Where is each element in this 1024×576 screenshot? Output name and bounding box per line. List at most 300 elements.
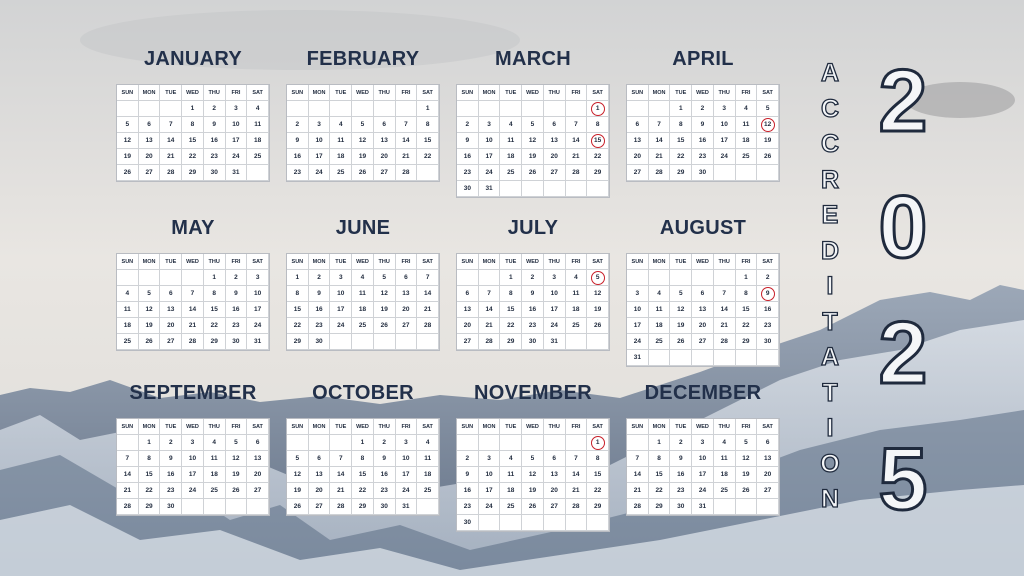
day-cell: 16 [457, 483, 479, 499]
day-cell: 2 [670, 435, 692, 451]
empty-cell [500, 515, 522, 531]
day-cell: 11 [566, 286, 588, 302]
day-cell: 3 [479, 117, 501, 133]
month-name: SEPTEMBER [129, 382, 257, 404]
day-cell: 4 [417, 435, 439, 451]
empty-cell [247, 165, 269, 181]
day-cell: 5 [374, 270, 396, 286]
empty-cell [544, 181, 566, 197]
empty-cell [396, 334, 418, 350]
day-cell: 24 [627, 334, 649, 350]
day-cell: 26 [736, 483, 758, 499]
weekday-header: SUN [117, 254, 139, 270]
day-cell: 23 [374, 483, 396, 499]
weekday-header: TUE [330, 419, 352, 435]
day-cell: 24 [309, 165, 331, 181]
day-cell: 6 [692, 286, 714, 302]
day-cell: 21 [479, 318, 501, 334]
day-cell: 1 [649, 435, 671, 451]
day-cell: 15 [352, 467, 374, 483]
weekday-header: FRI [396, 419, 418, 435]
weekday-header: WED [182, 85, 204, 101]
day-cell: 9 [204, 117, 226, 133]
day-cell: 1 [287, 270, 309, 286]
accreditation-letter: I [826, 272, 834, 300]
day-cell: 2 [204, 101, 226, 117]
day-cell: 5 [736, 435, 758, 451]
day-cell: 3 [247, 270, 269, 286]
day-cell: 17 [627, 318, 649, 334]
day-cell: 18 [649, 318, 671, 334]
weekday-header: FRI [226, 85, 248, 101]
day-cell: 29 [287, 334, 309, 350]
accreditation-vertical-text [812, 56, 848, 518]
weekday-header: TUE [330, 85, 352, 101]
day-cell: 17 [479, 149, 501, 165]
weekday-header: TUE [500, 254, 522, 270]
day-cell: 16 [309, 302, 331, 318]
day-cell: 7 [566, 117, 588, 133]
empty-cell [160, 101, 182, 117]
day-cell: 7 [627, 451, 649, 467]
day-cell: 28 [182, 334, 204, 350]
weekday-header: MON [309, 419, 331, 435]
day-cell: 15 [587, 467, 609, 483]
day-cell: 9 [226, 286, 248, 302]
day-cell: 9 [457, 133, 479, 149]
day-cell: 21 [417, 302, 439, 318]
day-cell: 2 [160, 435, 182, 451]
day-cell: 2 [287, 117, 309, 133]
day-cell: 9 [670, 451, 692, 467]
empty-cell [522, 515, 544, 531]
day-cell: 6 [160, 286, 182, 302]
weekday-header: MON [139, 419, 161, 435]
day-cell: 10 [714, 117, 736, 133]
month-calendar-table [116, 253, 270, 351]
day-cell: 20 [396, 302, 418, 318]
empty-cell [627, 101, 649, 117]
day-cell: 16 [374, 467, 396, 483]
empty-cell [417, 165, 439, 181]
empty-cell [736, 350, 758, 366]
day-cell: 4 [330, 117, 352, 133]
weekday-header: WED [352, 254, 374, 270]
day-cell: 2 [522, 270, 544, 286]
day-cell: 29 [649, 499, 671, 515]
day-cell: 28 [417, 318, 439, 334]
empty-cell [417, 334, 439, 350]
weekday-header: TUE [160, 254, 182, 270]
day-cell: 10 [692, 451, 714, 467]
day-cell: 5 [139, 286, 161, 302]
day-cell: 4 [247, 101, 269, 117]
day-cell: 14 [160, 133, 182, 149]
month-november [456, 378, 610, 526]
month-june [286, 213, 440, 345]
empty-cell [500, 435, 522, 451]
day-cell: 10 [330, 286, 352, 302]
day-cell: 22 [500, 318, 522, 334]
weekday-header: THU [204, 419, 226, 435]
weekday-header: MON [139, 254, 161, 270]
day-cell: 7 [714, 286, 736, 302]
day-cell: 12 [352, 133, 374, 149]
empty-cell [566, 435, 588, 451]
day-cell: 4 [117, 286, 139, 302]
day-cell: 29 [500, 334, 522, 350]
day-cell: 17 [330, 302, 352, 318]
day-cell: 18 [566, 302, 588, 318]
weekday-header: SUN [627, 419, 649, 435]
day-cell: 27 [160, 334, 182, 350]
day-cell: 2 [457, 117, 479, 133]
day-cell: 13 [457, 302, 479, 318]
day-cell: 26 [670, 334, 692, 350]
day-cell: 20 [309, 483, 331, 499]
weekday-header: SAT [587, 254, 609, 270]
empty-cell [692, 350, 714, 366]
day-cell: 13 [544, 133, 566, 149]
weekday-header: TUE [670, 85, 692, 101]
day-cell: 18 [204, 467, 226, 483]
day-cell: 11 [649, 302, 671, 318]
day-cell: 12 [522, 467, 544, 483]
day-cell: 11 [330, 133, 352, 149]
day-cell: 14 [182, 302, 204, 318]
day-cell: 23 [757, 318, 779, 334]
day-cell: 6 [627, 117, 649, 133]
weekday-header: MON [649, 85, 671, 101]
empty-cell [566, 181, 588, 197]
day-cell: 10 [396, 451, 418, 467]
day-cell: 18 [352, 302, 374, 318]
day-cell: 27 [309, 499, 331, 515]
day-cell: 10 [309, 133, 331, 149]
month-name: DECEMBER [644, 382, 762, 404]
day-cell: 28 [117, 499, 139, 515]
year-digit: 2 [878, 303, 928, 402]
day-cell: 23 [692, 149, 714, 165]
day-cell: 7 [479, 286, 501, 302]
month-name: MARCH [495, 48, 571, 70]
day-cell: 4 [204, 435, 226, 451]
day-cell: 25 [566, 318, 588, 334]
empty-cell [204, 499, 226, 515]
day-cell: 24 [330, 318, 352, 334]
day-cell: 25 [117, 334, 139, 350]
weekday-header: FRI [396, 85, 418, 101]
day-cell: 12 [374, 286, 396, 302]
day-cell: 19 [736, 467, 758, 483]
month-name: MAY [171, 217, 215, 239]
day-cell: 29 [182, 165, 204, 181]
day-cell: 6 [396, 270, 418, 286]
empty-cell [330, 101, 352, 117]
day-cell: 27 [247, 483, 269, 499]
month-october [286, 378, 440, 510]
day-cell: 31 [479, 181, 501, 197]
day-cell: 24 [479, 165, 501, 181]
empty-cell [522, 101, 544, 117]
weekday-header: TUE [670, 254, 692, 270]
day-cell: 2 [692, 101, 714, 117]
day-cell: 27 [396, 318, 418, 334]
day-cell: 4 [352, 270, 374, 286]
day-cell: 17 [544, 302, 566, 318]
day-cell: 26 [287, 499, 309, 515]
day-cell: 11 [117, 302, 139, 318]
day-cell: 4 [649, 286, 671, 302]
weekday-header: THU [544, 419, 566, 435]
day-cell: 7 [566, 451, 588, 467]
day-cell: 5 [287, 451, 309, 467]
weekday-header: MON [479, 254, 501, 270]
day-cell: 7 [160, 117, 182, 133]
day-cell: 20 [247, 467, 269, 483]
month-calendar-table [626, 84, 780, 182]
day-cell: 23 [287, 165, 309, 181]
day-cell: 30 [670, 499, 692, 515]
day-cell: 21 [649, 149, 671, 165]
day-cell: 30 [457, 181, 479, 197]
day-cell: 2 [457, 451, 479, 467]
day-cell: 19 [522, 483, 544, 499]
year-digit: 0 [878, 177, 928, 276]
day-cell: 16 [204, 133, 226, 149]
day-cell: 30 [226, 334, 248, 350]
weekday-header: FRI [736, 254, 758, 270]
month-calendar-table [116, 84, 270, 182]
day-cell: 1 [500, 270, 522, 286]
day-cell: 15 [736, 302, 758, 318]
empty-cell [182, 499, 204, 515]
day-cell: 13 [374, 133, 396, 149]
day-cell: 23 [457, 499, 479, 515]
day-cell: 16 [692, 133, 714, 149]
day-cell: 11 [417, 451, 439, 467]
empty-cell [479, 270, 501, 286]
day-cell: 18 [714, 467, 736, 483]
day-cell: 19 [757, 133, 779, 149]
day-cell: 11 [247, 117, 269, 133]
day-cell: 25 [352, 318, 374, 334]
day-cell: 2 [309, 270, 331, 286]
day-cell: 25 [417, 483, 439, 499]
month-name: OCTOBER [312, 382, 414, 404]
weekday-header: THU [204, 85, 226, 101]
day-cell: 18 [330, 149, 352, 165]
day-cell: 4 [714, 435, 736, 451]
day-cell: 30 [309, 334, 331, 350]
empty-cell [287, 101, 309, 117]
day-cell: 8 [417, 117, 439, 133]
day-cell: 6 [309, 451, 331, 467]
weekday-header: FRI [566, 419, 588, 435]
weekday-header: SAT [417, 419, 439, 435]
month-calendar-table [286, 253, 440, 351]
day-cell: 21 [714, 318, 736, 334]
day-cell: 17 [692, 467, 714, 483]
weekday-header: SAT [247, 419, 269, 435]
day-cell: 3 [182, 435, 204, 451]
empty-cell [670, 270, 692, 286]
weekday-header: THU [374, 254, 396, 270]
weekday-header: SAT [757, 254, 779, 270]
day-cell: 11 [736, 117, 758, 133]
empty-cell [544, 101, 566, 117]
day-cell: 22 [417, 149, 439, 165]
day-cell: 14 [330, 467, 352, 483]
day-cell: 13 [160, 302, 182, 318]
day-cell: 22 [587, 149, 609, 165]
empty-cell [247, 499, 269, 515]
day-cell: 30 [160, 499, 182, 515]
day-cell: 1 [204, 270, 226, 286]
day-cell: 10 [479, 467, 501, 483]
day-cell: 10 [544, 286, 566, 302]
weekday-header: WED [692, 419, 714, 435]
day-cell: 26 [117, 165, 139, 181]
empty-cell [160, 270, 182, 286]
empty-cell [330, 435, 352, 451]
day-cell: 11 [352, 286, 374, 302]
empty-cell [374, 334, 396, 350]
weekday-header: THU [374, 419, 396, 435]
weekday-header: WED [352, 85, 374, 101]
empty-cell [457, 435, 479, 451]
accreditation-letter: E [821, 201, 839, 229]
day-cell: 19 [139, 318, 161, 334]
day-cell: 23 [522, 318, 544, 334]
weekday-header: SUN [457, 419, 479, 435]
weekday-header: FRI [736, 419, 758, 435]
day-cell: 27 [544, 165, 566, 181]
day-cell: 19 [117, 149, 139, 165]
day-cell: 20 [544, 483, 566, 499]
month-calendar-table [626, 253, 780, 367]
empty-cell [374, 101, 396, 117]
weekday-header: MON [309, 85, 331, 101]
weekday-header: MON [139, 85, 161, 101]
day-cell: 25 [500, 165, 522, 181]
weekday-header: SUN [287, 85, 309, 101]
day-cell: 23 [226, 318, 248, 334]
day-cell: 19 [226, 467, 248, 483]
day-cell: 7 [396, 117, 418, 133]
day-cell: 25 [204, 483, 226, 499]
weekday-header: SAT [587, 419, 609, 435]
day-cell: 22 [352, 483, 374, 499]
day-cell: 20 [544, 149, 566, 165]
month-name: FEBRUARY [306, 48, 420, 70]
day-cell: 8 [500, 286, 522, 302]
day-cell: 1 [417, 101, 439, 117]
day-cell: 29 [139, 499, 161, 515]
empty-cell [649, 270, 671, 286]
empty-cell [522, 181, 544, 197]
day-cell: 1 [182, 101, 204, 117]
month-january [116, 44, 270, 176]
month-name: NOVEMBER [474, 382, 592, 404]
day-cell: 28 [714, 334, 736, 350]
day-cell: 2 [757, 270, 779, 286]
weekday-header: TUE [670, 419, 692, 435]
year-digit: 2 [878, 51, 928, 150]
day-cell: 12 [670, 302, 692, 318]
empty-cell [587, 334, 609, 350]
day-cell: 26 [226, 483, 248, 499]
day-cell: 20 [139, 149, 161, 165]
month-calendar-table [626, 418, 780, 516]
weekday-header: THU [374, 85, 396, 101]
weekday-header: WED [522, 85, 544, 101]
month-august [626, 213, 780, 361]
day-cell: 18 [500, 149, 522, 165]
weekday-header: SUN [287, 254, 309, 270]
day-cell: 3 [226, 101, 248, 117]
day-cell: 13 [627, 133, 649, 149]
month-calendar-table [456, 84, 610, 198]
day-cell: 21 [117, 483, 139, 499]
accreditation-letter: O [820, 449, 840, 478]
empty-cell [692, 270, 714, 286]
weekday-header: MON [479, 419, 501, 435]
day-cell: 6 [544, 451, 566, 467]
day-cell: 15 [670, 133, 692, 149]
day-cell: 29 [587, 165, 609, 181]
day-cell: 28 [479, 334, 501, 350]
empty-cell [417, 499, 439, 515]
day-cell: 21 [396, 149, 418, 165]
day-cell: 21 [566, 483, 588, 499]
weekday-header: TUE [160, 419, 182, 435]
day-cell: 9 [692, 117, 714, 133]
day-cell: 12 [522, 133, 544, 149]
day-cell: 21 [627, 483, 649, 499]
day-cell: 8 [587, 451, 609, 467]
day-cell: 12 [587, 286, 609, 302]
weekday-header: SAT [247, 85, 269, 101]
day-cell: 29 [736, 334, 758, 350]
day-cell: 30 [757, 334, 779, 350]
day-cell: 3 [544, 270, 566, 286]
day-cell: 10 [627, 302, 649, 318]
day-cell: 9 [374, 451, 396, 467]
day-cell: 3 [692, 435, 714, 451]
accreditation-letter: D [820, 236, 840, 265]
day-cell: 22 [204, 318, 226, 334]
weekday-header: SUN [117, 85, 139, 101]
day-cell: 26 [352, 165, 374, 181]
month-april [626, 44, 780, 176]
day-cell: 9 [522, 286, 544, 302]
day-cell: 8 [649, 451, 671, 467]
day-cell: 28 [649, 165, 671, 181]
empty-cell [330, 334, 352, 350]
weekday-header: FRI [226, 254, 248, 270]
day-cell: 7 [117, 451, 139, 467]
empty-cell [714, 165, 736, 181]
empty-cell [309, 101, 331, 117]
day-cell: 31 [544, 334, 566, 350]
weekday-header: MON [479, 85, 501, 101]
weekday-header: THU [204, 254, 226, 270]
day-cell-circled: 1 [587, 101, 609, 117]
day-cell: 8 [287, 286, 309, 302]
day-cell: 19 [287, 483, 309, 499]
day-cell-circled: 5 [587, 270, 609, 286]
